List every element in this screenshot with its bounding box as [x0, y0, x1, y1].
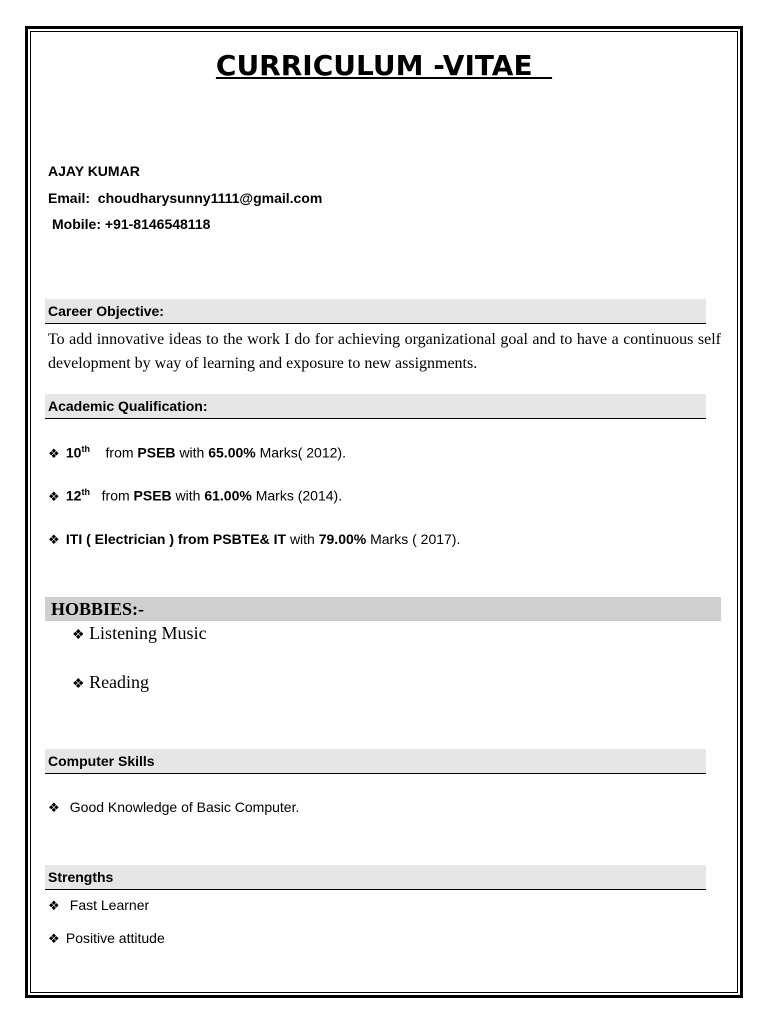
marks-percent: 79.00%	[318, 531, 367, 547]
skill-label: Good Knowledge of Basic Computer.	[69, 799, 300, 815]
section-heading: Career Objective:	[48, 303, 164, 319]
with-text: with	[289, 531, 315, 547]
hobby-item	[72, 623, 207, 644]
bullet-icon: ❖	[72, 628, 85, 643]
section-career-objective	[45, 299, 706, 324]
skill-item	[48, 799, 299, 816]
strength-label: Fast Learner	[69, 897, 150, 913]
section-strengths	[45, 865, 706, 890]
strength-label: Positive attitude	[65, 930, 165, 946]
section-heading: Academic Qualification:	[48, 398, 208, 414]
academic-item	[48, 487, 342, 505]
email-label: Email:	[48, 190, 91, 206]
career-objective-text: To add innovative ideas to the work I do for achieving organizational goal and to have a continuous self development by way of learning and exposure to new assignments.	[48, 331, 721, 372]
academic-item	[48, 444, 346, 462]
board-name: PSEB	[133, 487, 172, 504]
section-hobbies	[45, 597, 721, 621]
bullet-icon: ❖	[48, 445, 60, 461]
bullet-icon: ❖	[48, 898, 60, 913]
qualification-level: 12	[65, 487, 82, 504]
ordinal-suffix: th	[81, 487, 90, 497]
hobby-item	[72, 672, 149, 693]
hobby-label: Listening Music	[89, 623, 207, 643]
marks-percent: 65.00%	[208, 444, 256, 461]
bullet-icon: ❖	[72, 677, 85, 692]
academic-item	[48, 531, 460, 548]
qualification-level: 10	[65, 444, 82, 461]
bullet-icon: ❖	[48, 488, 60, 504]
email-line	[48, 190, 322, 206]
with-text: with	[175, 487, 201, 504]
section-academic-qualification	[45, 394, 706, 419]
section-heading: Computer Skills	[48, 753, 155, 769]
bullet-icon: ❖	[48, 532, 60, 547]
hobby-label: Reading	[89, 672, 150, 692]
from-text: from	[105, 444, 134, 461]
from-text: from	[101, 487, 130, 504]
candidate-name: AJAY KUMAR	[48, 163, 140, 179]
section-heading: HOBBIES:-	[51, 599, 145, 619]
board-name: PSEB	[137, 444, 176, 461]
marks-year: Marks ( 2017).	[370, 531, 461, 547]
ordinal-suffix: th	[81, 444, 90, 454]
marks-year: Marks (2014).	[255, 487, 343, 504]
marks-percent: 61.00%	[204, 487, 252, 504]
bullet-icon: ❖	[48, 800, 60, 815]
strength-item	[48, 897, 149, 914]
email-value: choudharysunny1111@gmail.com	[97, 190, 323, 206]
section-heading: Strengths	[48, 869, 114, 885]
course-name: ITI ( Electrician ) from PSBTE& IT	[65, 531, 287, 547]
with-text: with	[179, 444, 205, 461]
strength-item	[48, 930, 165, 947]
mobile-label: Mobile:	[52, 216, 101, 232]
marks-year: Marks( 2012).	[259, 444, 346, 461]
mobile-value: +91-8146548118	[104, 216, 211, 232]
mobile-line	[52, 216, 210, 232]
bullet-icon: ❖	[48, 931, 60, 946]
section-computer-skills	[45, 749, 706, 774]
document-title: CURRICULUM -VITAE	[215, 49, 553, 82]
